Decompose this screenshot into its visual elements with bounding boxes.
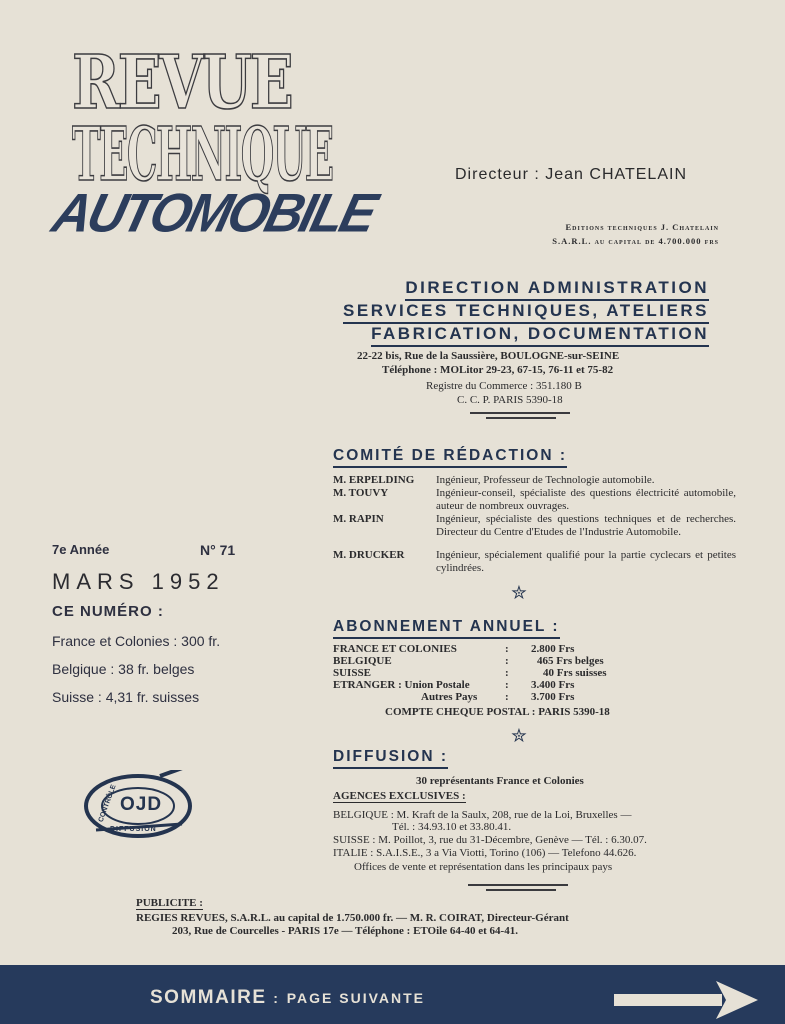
abonnement-title: ABONNEMENT ANNUEL : (333, 618, 560, 639)
tariff-label: BELGIQUE (333, 655, 392, 667)
ojd-top: CONTRÔLE (97, 783, 118, 824)
representants: 30 représentants France et Colonies (416, 775, 584, 787)
member-name: M. DRUCKER (333, 549, 405, 561)
comite-title: COMITÉ DE RÉDACTION : (333, 447, 567, 468)
ojd-seal (82, 770, 194, 842)
tariff-value: 3.400 Frs (531, 679, 575, 691)
divider-rule (486, 889, 556, 891)
tariff-sep: : (505, 643, 509, 655)
star-icon: ✮ (511, 583, 527, 604)
agence-belgique: BELGIQUE : M. Kraft de la Saulx, 208, rue de la Loi, Bruxelles — (333, 809, 632, 821)
tariff-row (333, 679, 663, 691)
logo-line-revue: REVUE (72, 40, 292, 126)
ccp: C. C. P. PARIS 5390-18 (457, 394, 563, 406)
tariff-value: 3.700 Frs (531, 691, 575, 703)
annee: 7e Année (52, 542, 110, 557)
member-desc: Ingénieur, Professeur de Technologie automobile. (436, 474, 655, 486)
star-icon: ✮ (511, 726, 527, 747)
tariff-value: 40 Frs suisses (543, 667, 607, 679)
issue-date: MARS 1952 (52, 569, 225, 594)
member-name: M. ERPELDING (333, 474, 415, 486)
divider-rule (470, 412, 570, 414)
editions-name: Editions techniques J. Chatelain (565, 222, 719, 232)
numero: N° 71 (200, 542, 236, 558)
price-suisse: Suisse : 4,31 fr. suisses (52, 689, 200, 705)
member-name: M. RAPIN (333, 513, 384, 525)
tariff-row (333, 643, 663, 655)
agence-suisse: SUISSE : M. Poillot, 3, rue du 31-Décembre, Genève — Tél. : 6.30.07. (333, 834, 647, 846)
ojd-center: OJD (120, 794, 163, 815)
tariff-value: 2.800 Frs (531, 643, 575, 655)
tariff-label: FRANCE ET COLONIES (333, 643, 457, 655)
publicite-line-1: REGIES REVUES, S.A.R.L. au capital de 1.750.000 fr. — M. R. COIRAT, Directeur-Gérant (136, 912, 569, 924)
tariff-sep: : (505, 679, 509, 691)
tariff-sep: : (505, 667, 509, 679)
tariff-row (333, 655, 663, 667)
editions-info (552, 220, 719, 248)
arrow-right-icon[interactable] (612, 977, 760, 1021)
price-belgique: Belgique : 38 fr. belges (52, 661, 195, 677)
tariff-row (333, 691, 663, 703)
tariff-value: 465 Frs belges (537, 655, 604, 667)
divider-rule (468, 884, 568, 886)
sommaire-page: PAGE SUIVANTE (286, 990, 426, 1006)
compte-cheque: COMPTE CHEQUE POSTAL : PARIS 5390-18 (385, 706, 610, 718)
tariff-sep: : (505, 691, 509, 703)
tariff-sep: : (505, 655, 509, 667)
ojd-bottom: DIFFUSION (110, 826, 157, 833)
logo-line-automobile: AUTOMOBILE (46, 183, 381, 244)
editions-capital: S.A.R.L. au capital de 4.700.000 frs (552, 236, 719, 246)
tariff-label: ETRANGER : Union Postale (333, 679, 470, 691)
direction-line-3: FABRICATION, DOCUMENTATION (371, 324, 709, 347)
agence-italie: ITALIE : S.A.I.S.E., 3 a Via Viotti, Torino (106) — Telefono 44.626. (333, 847, 637, 859)
magazine-logo (0, 0, 400, 250)
divider-rule (486, 417, 556, 419)
registre: Registre du Commerce : 351.180 B (426, 380, 582, 392)
sommaire-label: SOMMAIRE (150, 987, 267, 1008)
agence-belgique-tel: Tél. : 34.93.10 et 33.80.41. (392, 821, 512, 833)
phone: Téléphone : MOLitor 29-23, 67-15, 76-11 et 75-82 (382, 364, 614, 376)
member-desc: Ingénieur, spécialement qualifié pour la partie cyclecars et petites cylindrées. (436, 549, 736, 574)
abonnement-table (333, 643, 663, 703)
price-france: France et Colonies : 300 fr. (52, 633, 221, 649)
member-name: M. TOUVY (333, 487, 389, 499)
member-desc: Ingénieur-conseil, spécialiste des questions électricité automobile, auteur de nombreux ouvrages. (436, 487, 736, 512)
address: 22-22 bis, Rue de la Saussière, BOULOGNE-sur-SEINE (357, 350, 620, 362)
tariff-label: Autres Pays (421, 691, 478, 703)
direction-line-2: SERVICES TECHNIQUES, ATELIERS (343, 301, 709, 324)
direction-line-1: DIRECTION ADMINISTRATION (405, 278, 709, 301)
tariff-row (333, 667, 663, 679)
logo-line-technique: TECHNIQUE (72, 112, 333, 198)
ce-numero: CE NUMÉRO : (52, 603, 164, 620)
tariff-label: SUISSE (333, 667, 371, 679)
member-desc: Ingénieur, spécialiste des questions techniques et de recherches. Directeur du Centre d'Etudes de l'Industrie Automobile. (436, 513, 736, 538)
agences-title: AGENCES EXCLUSIVES : (333, 790, 466, 802)
director-line: Directeur : Jean CHATELAIN (455, 166, 687, 183)
sommaire-link[interactable] (150, 987, 425, 1009)
diffusion-title: DIFFUSION : (333, 748, 448, 769)
publicite-title: PUBLICITE : (136, 897, 203, 909)
publicite-line-2: 203, Rue de Courcelles - PARIS 17e — Téléphone : ETOile 64-40 et 64-41. (172, 925, 518, 937)
offices: Offices de vente et représentation dans les principaux pays (354, 861, 613, 873)
sommaire-colon: : (273, 990, 280, 1006)
